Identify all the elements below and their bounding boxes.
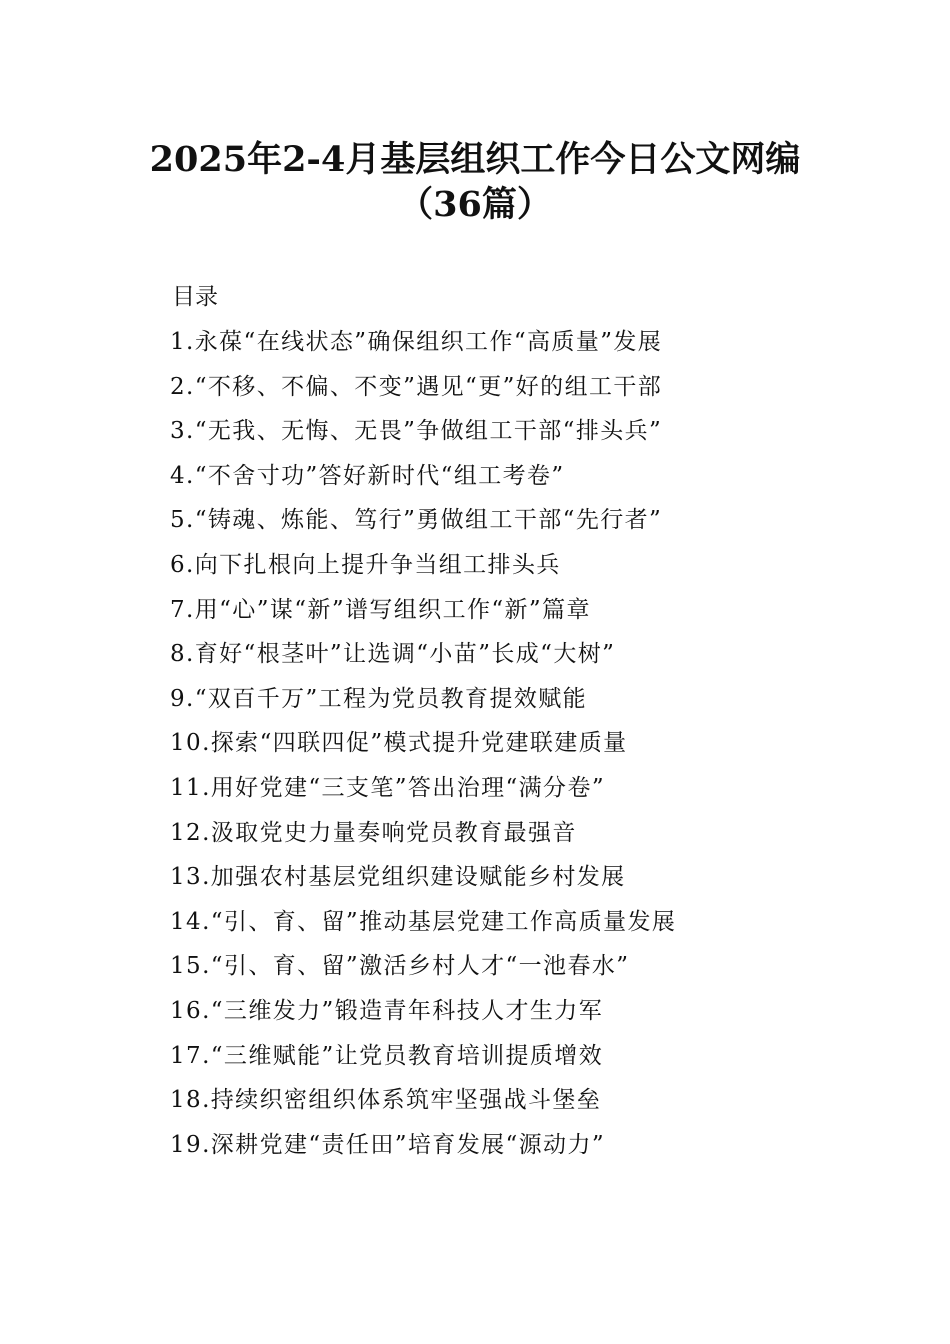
toc-item: 12.汲取党史力量奏响党员教育最强音: [170, 819, 577, 846]
toc-item: 3.“无我、无悔、无畏”争做组工干部“排头兵”: [170, 418, 663, 445]
table-of-contents: [170, 325, 790, 1172]
toc-item: 9.“双百千万”工程为党员教育提效赋能: [170, 685, 588, 712]
toc-item: 14.“引、育、留”推动基层党建工作高质量发展: [170, 908, 677, 935]
toc-heading: 目录: [172, 284, 218, 310]
toc-item: 17.“三维赋能”让党员教育培训提质增效: [170, 1042, 604, 1069]
toc-item: 1.永葆“在线状态”确保组织工作“高质量”发展: [170, 329, 663, 355]
toc-item: 19.深耕党建“责任田”培育发展“源动力”: [170, 1131, 606, 1158]
document-subtitle-count: （36篇）: [398, 184, 552, 225]
document-title: 2025年2-4月基层组织工作今日公文网编: [149, 139, 801, 180]
toc-item: 6.向下扎根向上提升争当组工排头兵: [170, 551, 561, 578]
toc-item: 10.探索“四联四促”模式提升党建联建质量: [170, 730, 628, 757]
toc-item: 16.“三维发力”锻造青年科技人才生力军: [170, 997, 604, 1024]
toc-item: 11.用好党建“三支笔”答出治理“满分卷”: [170, 774, 606, 801]
toc-item: 2.“不移、不偏、不变”遇见“更”好的组工干部: [170, 373, 663, 400]
toc-item: 13.加强农村基层党组织建设赋能乡村发展: [170, 864, 626, 891]
toc-item: 4.“不舍寸功”答好新时代“组工考卷”: [170, 462, 565, 489]
toc-item: 18.持续织密组织体系筑牢坚强战斗堡垒: [170, 1087, 602, 1114]
toc-item: 15.“引、育、留”激活乡村人才“一池春水”: [170, 953, 630, 980]
toc-item: 5.“铸魂、炼能、笃行”勇做组工干部“先行者”: [170, 507, 663, 534]
toc-item: 7.用“心”谋“新”谱写组织工作“新”篇章: [170, 596, 591, 623]
toc-item: 8.育好“根茎叶”让选调“小苗”长成“大树”: [170, 641, 616, 668]
